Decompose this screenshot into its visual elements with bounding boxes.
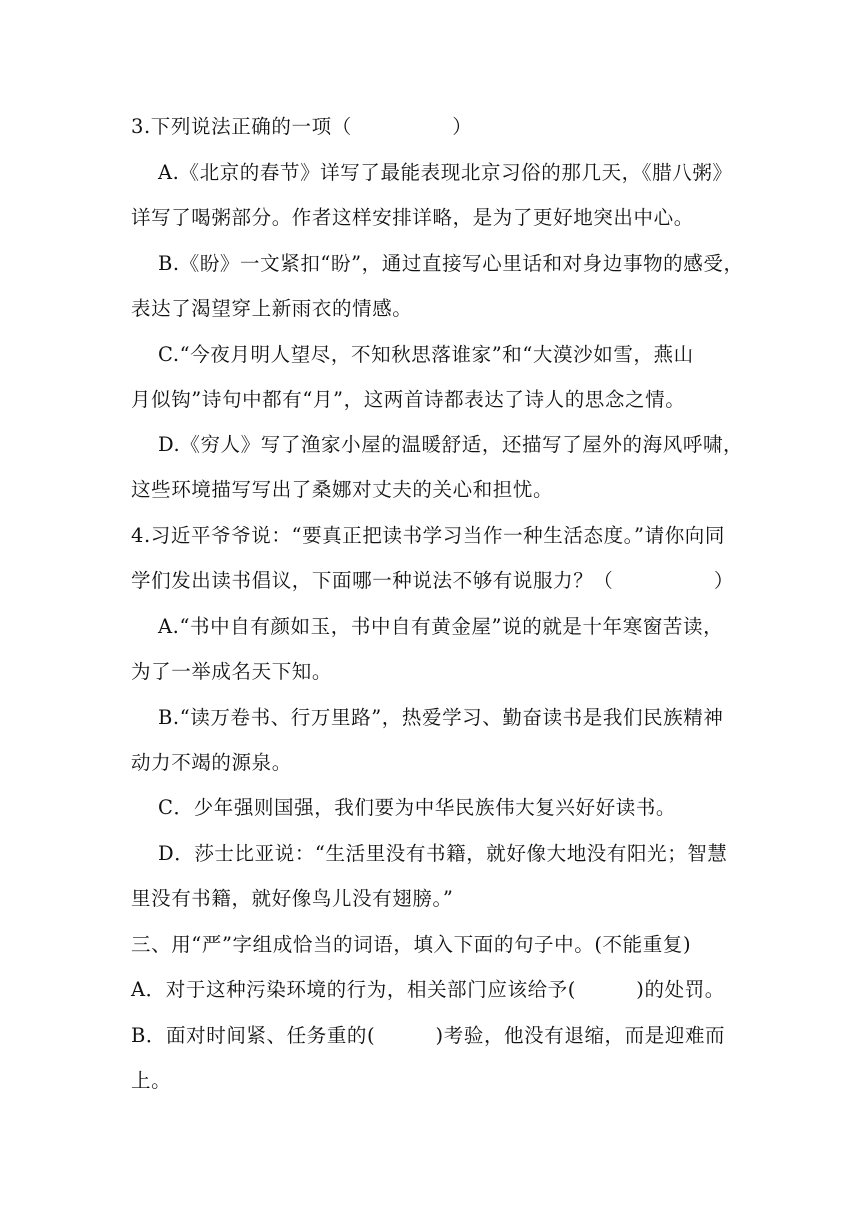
question-4-option-d-line-1: D．莎士比亚说：“生活里没有书籍，就好像大地没有阳光；智慧 — [158, 842, 728, 865]
question-3-option-b-line-1: B.《盼》一文紧扣“盼”，通过直接写心里话和对身边事物的感受， — [158, 252, 744, 275]
question-3-option-c-line-2: 月似钩”诗句中都有“月”，这两首诗都表达了诗人的思念之情。 — [131, 388, 686, 411]
question-4-option-a-line-2: 为了一举成名天下知。 — [131, 660, 333, 683]
question-3-option-c-line-1: C.“今夜月明人望尽，不知秋思落谁家”和“大漠沙如雪，燕山 — [158, 343, 694, 366]
question-3-option-d-line-1: D.《穷人》写了渔家小屋的温暖舒适，还描写了屋外的海风呼啸， — [158, 433, 744, 456]
question-3-option-a-line-2: 详写了喝粥部分。作者这样安排详略，是为了更好地突出中心。 — [131, 206, 694, 229]
question-3-stem: 3.下列说法正确的一项（ ） — [131, 115, 473, 138]
question-4-stem-line-1: 4.习近平爷爷说：“要真正把读书学习当作一种生活态度。”请你向同 — [131, 524, 725, 547]
section-3-item-b-line-2: 上。 — [131, 1069, 172, 1092]
question-4-option-d-line-2: 里没有书籍，就好像鸟儿没有翅膀。” — [131, 887, 454, 910]
section-3-title: 三、用“严”字组成恰当的词语，填入下面的句子中。(不能重复) — [131, 933, 692, 956]
section-3-item-a-line-1: A．对于这种污染环境的行为，相关部门应该给予( )的处罚。 — [131, 978, 725, 1001]
section-3-item-b-line-1: B．面对时间紧、任务重的( )考验，他没有退缩，而是迎难而 — [131, 1024, 726, 1047]
question-4-stem-line-2: 学们发出读书倡议，下面哪一种说法不够有说服力？（ ） — [131, 569, 735, 592]
question-3-option-b-line-2: 表达了渴望穿上新雨衣的情感。 — [131, 297, 413, 320]
question-4-option-b-line-1: B.“读万卷书、行万里路”，热爱学习、勤奋读书是我们民族精神 — [158, 706, 724, 729]
question-3-option-a-line-1: A.《北京的春节》详写了最能表现北京习俗的那几天，《腊八粥》 — [158, 161, 733, 184]
question-4-option-c-line-1: C．少年强则国强，我们要为中华民族伟大复兴好好读书。 — [158, 796, 677, 819]
question-3-option-d-line-2: 这些环境描写写出了桑娜对丈夫的关心和担忧。 — [131, 478, 554, 501]
question-4-option-a-line-1: A.“书中自有颜如玉，书中自有黄金屋”说的就是十年寒窗苦读， — [158, 615, 724, 638]
question-4-option-b-line-2: 动力不竭的源泉。 — [131, 751, 292, 774]
